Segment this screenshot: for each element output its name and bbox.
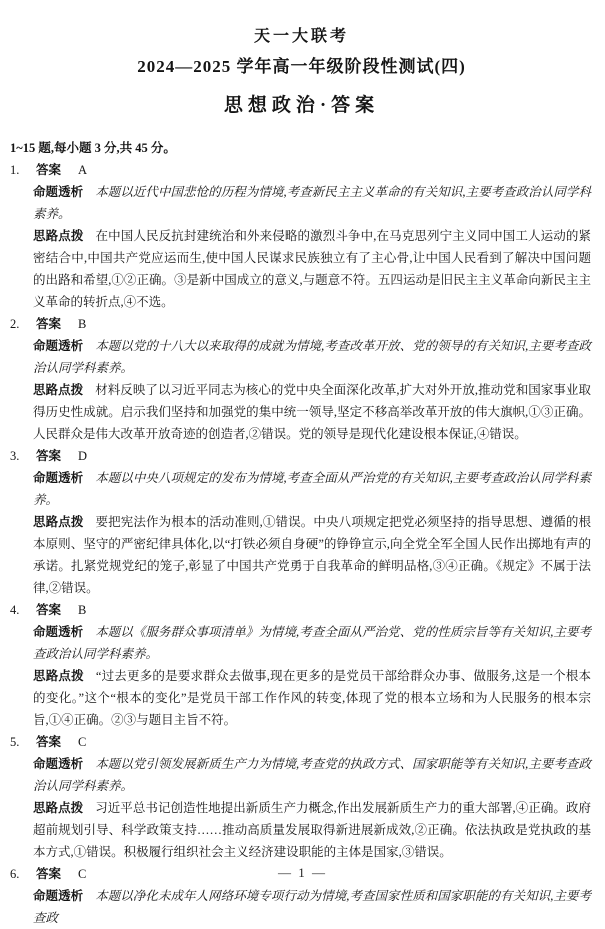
analysis-text: 本题以近代中国悲怆的历程为情境,考查新民主主义革命的有关知识,主要考查政治认同学科素养。 [33,185,591,221]
analysis-label: 命题透析 [33,185,84,199]
tips-label: 思路点拨 [33,515,84,529]
page-number: — 1 — [278,865,327,880]
question-number: 2. [10,317,20,331]
questions-list [10,159,591,929]
answer-line [10,313,591,335]
question-number: 3. [10,449,20,463]
tips-text: 材料反映了以习近平同志为核心的党中央全面深化改革,扩大对外开放,推动党和国家事业取得历史性成就。启示我们坚持和加强党的集中统一领导,坚定不移高举改革开放的伟大旗帜,①③正确。人民群众是伟大改革开放奇迹的创造者,②错误。党的领导是现代化建设根本保证,④错误。 [33,383,591,441]
tips-label: 思路点拨 [33,383,84,397]
analysis-text: 本题以党的十八大以来取得的成就为情境,考查改革开放、党的领导的有关知识,主要考查政治认同学科素养。 [33,339,591,375]
answer-letter: B [78,317,87,331]
answer-letter: C [78,867,87,881]
tips-paragraph [33,225,591,313]
analysis-label: 命题透析 [33,625,84,639]
analysis-label: 命题透析 [33,889,84,903]
analysis-paragraph [33,467,591,511]
question-block [10,313,591,445]
answer-letter: B [78,603,87,617]
answer-letter: C [78,735,87,749]
answer-label: 答案 [36,317,62,331]
tips-label: 思路点拨 [33,229,84,243]
answer-letter: D [78,449,88,463]
question-block [10,731,591,863]
analysis-text: 本题以净化未成年人网络环境专项行动为情境,考查国家性质和国家职能的有关知识,主要考查政 [33,889,591,925]
tips-label: 思路点拨 [33,669,84,683]
tips-text: 在中国人民反抗封建统治和外来侵略的激烈斗争中,在马克思列宁主义同中国工人运动的紧密结合中,中国共产党应运而生,使中国人民谋求民族独立有了主心骨,让中国人民看到了解决中国问题的出路和希望,①②正确。③是新中国成立的意义,与题意不符。五四运动是旧民主主义革命向新民主主义革命的转折点,④不选。 [33,229,591,309]
question-block [10,599,591,731]
exam-brand-title: 天一大联考 [253,28,349,45]
tips-paragraph [33,665,591,731]
analysis-paragraph [33,181,591,225]
tips-paragraph [33,797,591,863]
tips-paragraph [33,379,591,445]
tips-label: 思路点拨 [33,801,84,815]
question-number: 4. [10,603,20,617]
question-number: 5. [10,735,20,749]
answer-line [10,599,591,621]
analysis-text: 本题以《服务群众事项清单》为情境,考查全面从严治党、党的性质宗旨等有关知识,主要考查政治认同学科素养。 [33,625,591,661]
answer-label: 答案 [36,603,62,617]
question-number: 6. [10,867,20,881]
answer-line [10,445,591,467]
tips-text: “过去更多的是要求群众去做事,现在更多的是党员干部给群众办事、做服务,这是一个根本的变化。”这个“根本的变化”是党员干部工作作风的转变,体现了党的根本立场和为人民服务的根本宗旨,①④正确。②③与题目主旨不符。 [33,669,591,727]
question-block [10,445,591,599]
answer-line [10,731,591,753]
answer-label: 答案 [36,163,62,177]
tips-paragraph [33,511,591,599]
tips-text: 要把宪法作为根本的活动准则,①错误。中央八项规定把党必须坚持的指导思想、遵循的根本原则、坚守的严密纪律具体化,以“打铁必须自身硬”的铮铮宣示,向全党全军全国人民作出掷地有声的承诺。扎紧党规党纪的笼子,彰显了中国共产党勇于自我革命的鲜明品格,③④正确。《规定》不属于法律,②错误。 [33,515,591,595]
question-block [10,159,591,313]
analysis-label: 命题透析 [33,339,84,353]
analysis-label: 命题透析 [33,757,84,771]
analysis-text: 本题以党引领发展新质生产力为情境,考查党的执政方式、国家职能等有关知识,主要考查政治认同学科素养。 [33,757,591,793]
analysis-paragraph [33,885,591,929]
analysis-paragraph [33,621,591,665]
answer-letter: A [78,163,88,177]
answer-line [10,159,591,181]
subject-answer-title: 思想政治·答案 [223,95,380,116]
answer-label: 答案 [36,735,62,749]
answer-label: 答案 [36,867,62,881]
analysis-paragraph [33,335,591,379]
scoring-note: 1~15 题,每小题 3 分,共 45 分。 [10,141,176,155]
analysis-label: 命题透析 [33,471,84,485]
exam-session-title: 2024—2025 学年高一年级阶段性测试(四) [137,57,466,76]
document-header [10,26,593,118]
analysis-text: 本题以中央八项规定的发布为情境,考查全面从严治党的有关知识,主要考查政治认同学科素养。 [33,471,591,507]
tips-text: 习近平总书记创造性地提出新质生产力概念,作出发展新质生产力的重大部署,④正确。政府超前规划引导、科学政策支持……推动高质量发展取得新进展新成效,②正确。依法执政是党执政的基本方式,①错误。积极履行组织社会主义经济建设职能的主体是国家,③错误。 [33,801,591,859]
question-number: 1. [10,163,20,177]
answer-label: 答案 [36,449,62,463]
analysis-paragraph [33,753,591,797]
